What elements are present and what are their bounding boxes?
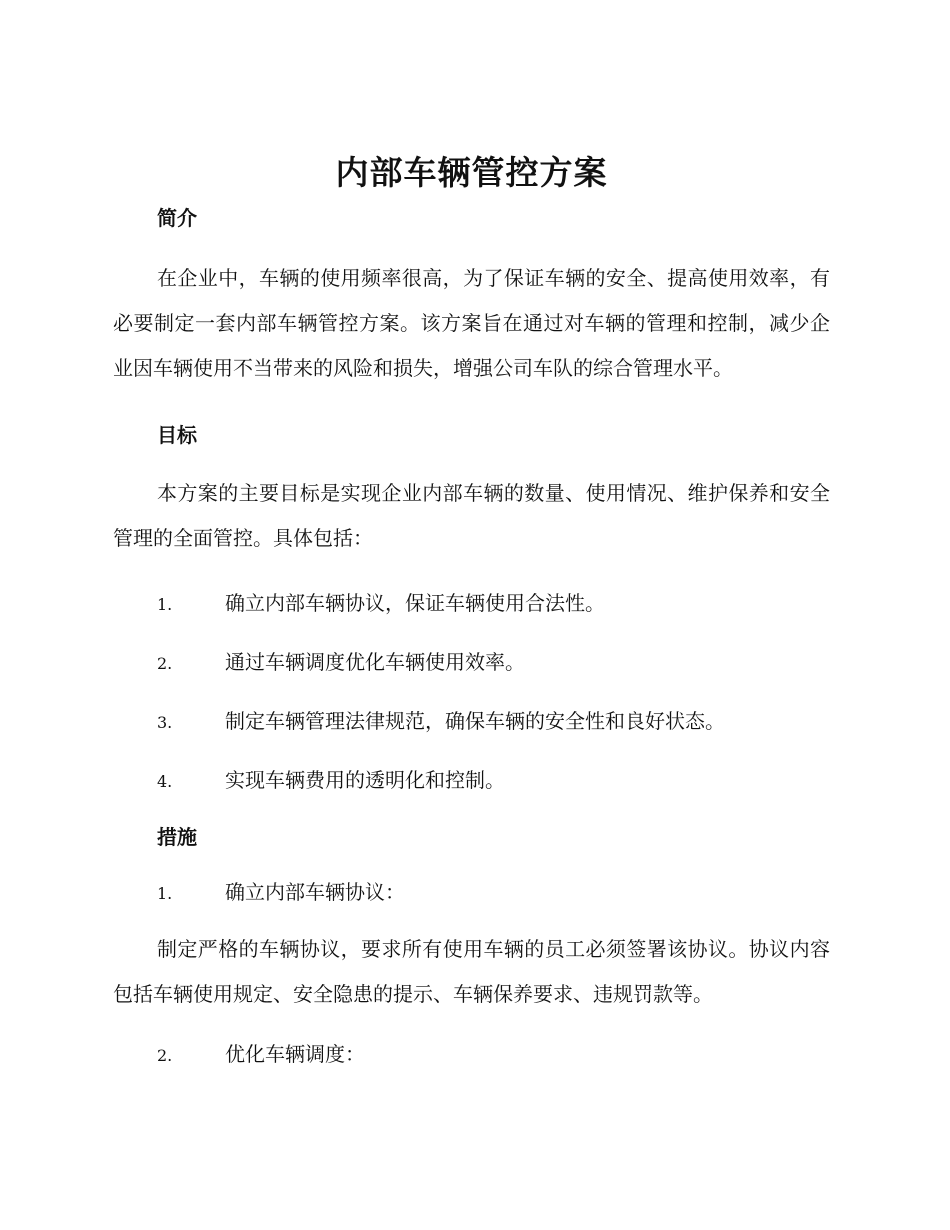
- measure-item-1-paragraph: 制定严格的车辆协议，要求所有使用车辆的员工必须签署该协议。协议内容包括车辆使用规定、安全隐患的提示、车辆保养要求、违规罚款等。: [113, 937, 830, 1006]
- list-item-text: 确立内部车辆协议，保证车辆使用合法性。: [225, 591, 605, 615]
- measure-item-1: [113, 877, 830, 909]
- list-item: [113, 765, 830, 797]
- list-item-text: 确立内部车辆协议：: [225, 880, 405, 904]
- list-item-number: 2.: [157, 1046, 173, 1065]
- section-heading-intro: 简介: [157, 206, 197, 230]
- document-title: 内部车辆管控方案: [335, 153, 608, 192]
- goal-paragraph: 本方案的主要目标是实现企业内部车辆的数量、使用情况、维护保养和安全管理的全面管控。具体包括：: [113, 481, 830, 550]
- list-item-text: 实现车辆费用的透明化和控制。: [225, 768, 505, 792]
- section-heading-goal: 目标: [157, 423, 197, 447]
- list-item: [113, 647, 830, 679]
- list-item: [113, 706, 830, 738]
- intro-paragraph: 在企业中，车辆的使用频率很高，为了保证车辆的安全、提高使用效率，有必要制定一套内部车辆管控方案。该方案旨在通过对车辆的管理和控制，减少企业因车辆使用不当带来的风险和损失，增强公司车队的综合管理水平。: [113, 266, 830, 380]
- list-item-number: 1.: [157, 884, 173, 903]
- list-item-text: 优化车辆调度：: [225, 1042, 365, 1066]
- list-item: [113, 588, 830, 620]
- list-item-text: 通过车辆调度优化车辆使用效率。: [225, 650, 525, 674]
- list-item-number: 2.: [157, 654, 173, 673]
- section-heading-measures: 措施: [157, 825, 197, 849]
- list-item-text: 制定车辆管理法律规范，确保车辆的安全性和良好状态。: [225, 709, 725, 733]
- goal-list: [113, 588, 830, 797]
- list-item-number: 1.: [157, 595, 173, 614]
- measure-item-2: [113, 1039, 830, 1071]
- list-item-number: 3.: [157, 713, 173, 732]
- list-item-number: 4.: [157, 772, 173, 791]
